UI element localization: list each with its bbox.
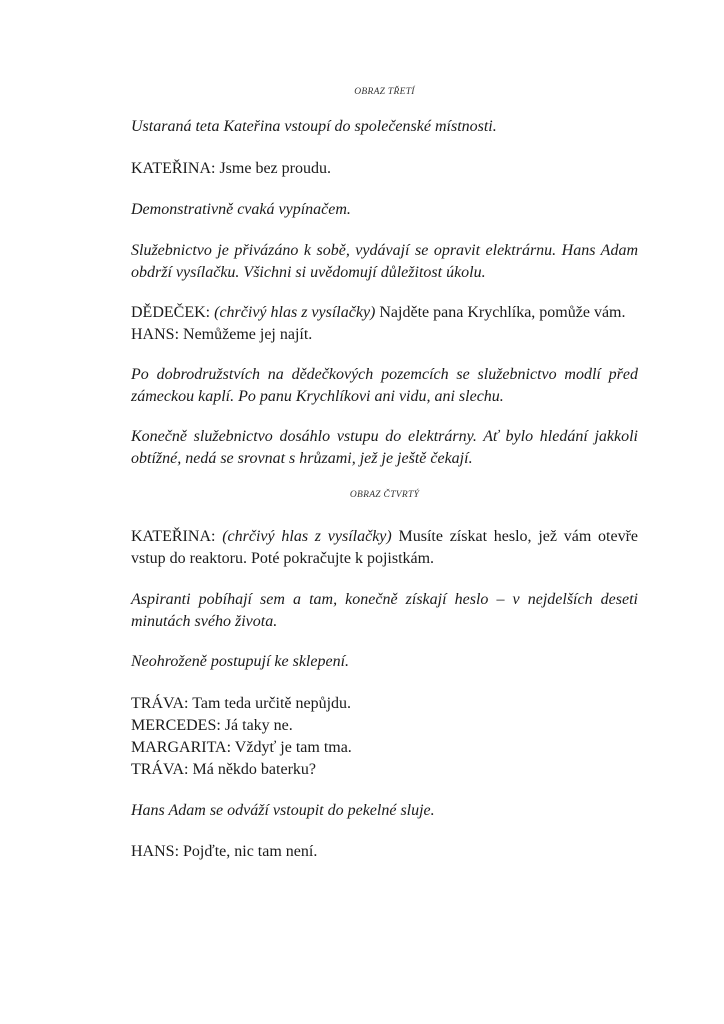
dialogue-text: Má někdo baterku? bbox=[192, 761, 317, 778]
scene-heading-4: OBRAZ ČTVRTÝ bbox=[349, 490, 420, 500]
dialogue-line bbox=[131, 158, 638, 180]
speaker-name: HANS: bbox=[131, 326, 180, 343]
dialogue-text: Musíte získat heslo, jež vám otevře vstup do reaktoru. Poté pokračujte k pojistkám. bbox=[131, 528, 638, 567]
speaker-name: DĚDEČEK: bbox=[131, 304, 211, 321]
speaker-name: TRÁVA: bbox=[131, 761, 189, 778]
dialogue-text: Tam teda určitě nepůjdu. bbox=[192, 695, 352, 712]
stage-direction: Po dobrodružstvích na dědečkových pozemcích se služebnictvo modlí před zámeckou kaplí. Po panu Krychlíkovi ani vidu, ani slechu. bbox=[131, 366, 638, 405]
parenthetical-direction: (chrčivý hlas z vysílačky) bbox=[214, 304, 376, 321]
dialogue-line bbox=[131, 302, 638, 324]
speaker-name: MERCEDES: bbox=[131, 717, 221, 734]
stage-direction: Aspiranti pobíhají sem a tam, konečně získají heslo – v nejdelších deseti minutách svého života. bbox=[131, 591, 638, 630]
stage-direction: Ustaraná teta Kateřina vstoupí do společenské místnosti. bbox=[131, 118, 497, 135]
speaker-name: TRÁVA: bbox=[131, 695, 189, 712]
dialogue-text: Nemůžeme jej najít. bbox=[183, 326, 313, 343]
dialogue-text: Já taky ne. bbox=[224, 717, 293, 734]
dialogue-line bbox=[131, 737, 638, 759]
dialogue-text: Jsme bez proudu. bbox=[219, 160, 331, 177]
dialogue-text: Pojďte, nic tam není. bbox=[183, 843, 318, 860]
speaker-name: KATEŘINA: bbox=[131, 528, 216, 545]
dialogue-line bbox=[131, 715, 638, 737]
parenthetical-direction: (chrčivý hlas z vysílačky) bbox=[222, 528, 392, 545]
dialogue-text: Vždyť je tam tma. bbox=[234, 739, 352, 756]
stage-direction: Konečně služebnictvo dosáhlo vstupu do elektrárny. Ať bylo hledání jakkoli obtížné, nedá se srovnat s hrůzami, jež je ještě čekají. bbox=[131, 428, 638, 467]
dialogue-line bbox=[131, 841, 638, 863]
speaker-name: MARGARITA: bbox=[131, 739, 232, 756]
dialogue-line bbox=[131, 526, 638, 569]
dialogue-line bbox=[131, 759, 638, 781]
dialogue-text: Najděte pana Krychlíka, pomůže vám. bbox=[379, 304, 626, 321]
dialogue-line bbox=[131, 324, 638, 346]
speaker-name: KATEŘINA: bbox=[131, 160, 216, 177]
dialogue-line bbox=[131, 693, 638, 715]
scene-heading-3: OBRAZ TŘETÍ bbox=[354, 87, 415, 97]
stage-direction: Služebnictvo je přivázáno k sobě, vydávají se opravit elektrárnu. Hans Adam obdrží vysílačku. Všichni si uvědomují důležitost úkolu. bbox=[131, 242, 638, 281]
speaker-name: HANS: bbox=[131, 843, 180, 860]
stage-direction: Hans Adam se odváží vstoupit do pekelné sluje. bbox=[131, 802, 435, 819]
stage-direction: Neohroženě postupují ke sklepení. bbox=[131, 653, 350, 670]
stage-direction: Demonstrativně cvaká vypínačem. bbox=[131, 201, 351, 218]
